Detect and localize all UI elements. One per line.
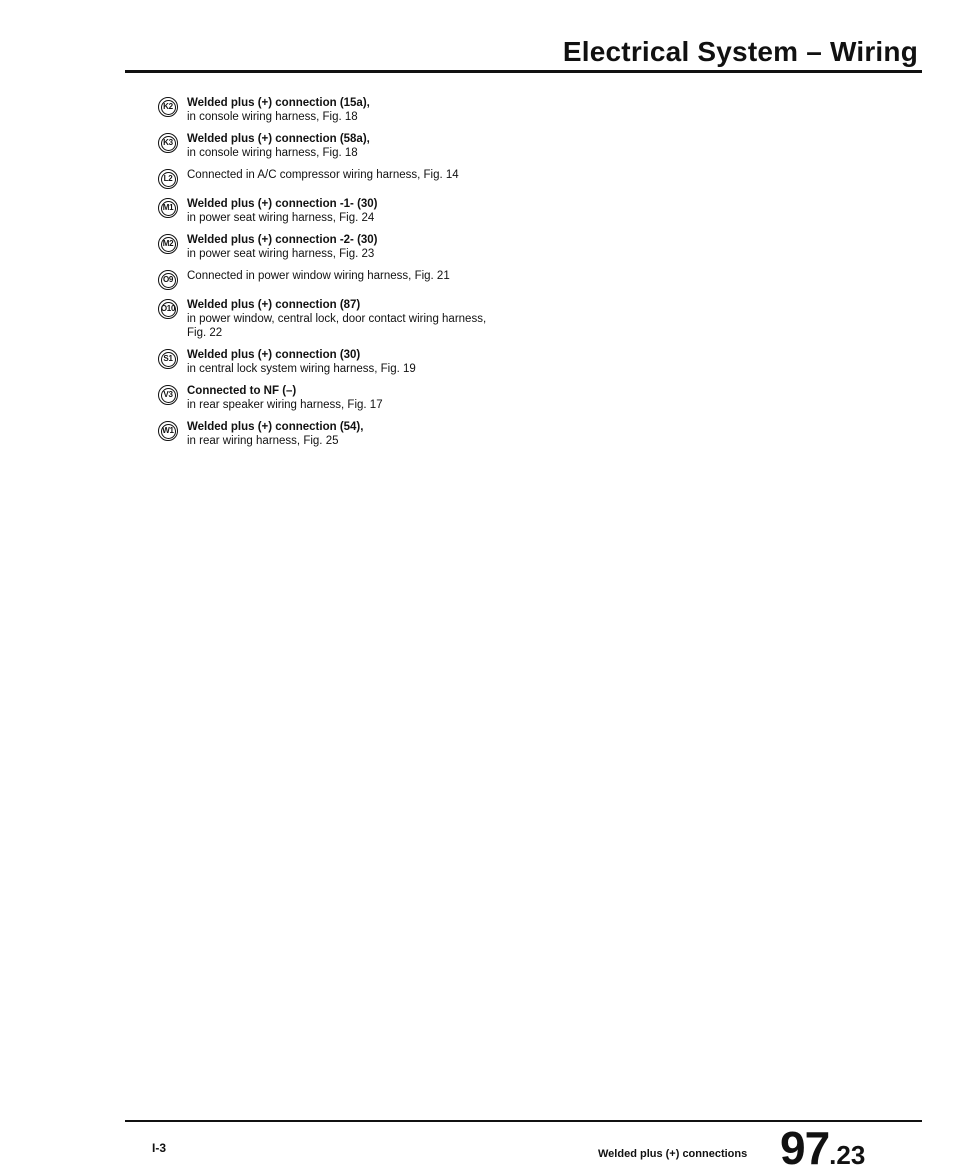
list-item — [158, 420, 558, 448]
connection-code-badge-icon — [158, 234, 178, 254]
connection-code: K2 — [163, 102, 173, 111]
list-item — [158, 233, 558, 261]
connection-code-badge-icon — [158, 349, 178, 369]
connection-code-badge-icon — [158, 421, 178, 441]
list-item — [158, 132, 558, 160]
list-item — [158, 168, 558, 189]
entry-detail: in console wiring harness, Fig. 18 — [187, 111, 358, 123]
entry-title: Welded plus (+) connection (30) — [187, 349, 361, 361]
list-item — [158, 96, 558, 124]
entry-detail: in central lock system wiring harness, Fig. 19 — [187, 363, 416, 375]
page-header-title: Electrical System – Wiring — [562, 36, 918, 67]
list-item — [158, 348, 558, 376]
connection-code: M1 — [162, 203, 174, 212]
footer-section-code: I-3 — [152, 1141, 167, 1155]
page-number — [780, 1121, 865, 1175]
entry-title: Connected in power window wiring harness, Fig. 21 — [187, 270, 450, 282]
entry-title: Welded plus (+) connection -1- (30) — [187, 198, 378, 210]
connection-code-badge-icon — [158, 169, 178, 189]
entry-title: Connected to NF (–) — [187, 385, 297, 397]
connection-code: O9 — [162, 275, 174, 284]
connection-code: L2 — [163, 174, 173, 183]
page-number-major: 97 — [780, 1122, 830, 1174]
connection-code: K3 — [163, 138, 173, 147]
connection-list — [158, 96, 558, 456]
list-item — [158, 298, 558, 340]
connection-code: O10 — [160, 304, 176, 313]
connection-code-badge-icon — [158, 270, 178, 290]
entry-detail: in power seat wiring harness, Fig. 24 — [187, 212, 375, 224]
header-rule — [125, 70, 922, 73]
entry-detail: in rear speaker wiring harness, Fig. 17 — [187, 399, 383, 411]
connection-code-badge-icon — [158, 133, 178, 153]
entry-detail: in console wiring harness, Fig. 18 — [187, 147, 358, 159]
list-item — [158, 197, 558, 225]
page-number-minor: .23 — [829, 1140, 866, 1170]
connection-code: V3 — [163, 390, 173, 399]
connection-code: M2 — [162, 239, 174, 248]
connection-code-badge-icon — [158, 385, 178, 405]
entry-detail: in rear wiring harness, Fig. 25 — [187, 435, 339, 447]
list-item — [158, 269, 558, 290]
connection-code-badge-icon — [158, 198, 178, 218]
footer-caption: Welded plus (+) connections — [598, 1148, 748, 1160]
list-item — [158, 384, 558, 412]
entry-title: Welded plus (+) connection (58a), — [187, 133, 370, 145]
entry-detail: in power seat wiring harness, Fig. 23 — [187, 248, 375, 260]
entry-title: Welded plus (+) connection (54), — [187, 421, 364, 433]
connection-code: W1 — [162, 426, 174, 435]
entry-title: Welded plus (+) connection -2- (30) — [187, 234, 378, 246]
entry-detail: in power window, central lock, door contact wiring harness, Fig. 22 — [187, 313, 487, 339]
entry-title: Welded plus (+) connection (87) — [187, 299, 361, 311]
entry-title: Connected in A/C compressor wiring harness, Fig. 14 — [187, 169, 459, 181]
connection-code: S1 — [163, 354, 173, 363]
connection-code-badge-icon — [158, 299, 178, 319]
entry-title: Welded plus (+) connection (15a), — [187, 97, 370, 109]
connection-code-badge-icon — [158, 97, 178, 117]
